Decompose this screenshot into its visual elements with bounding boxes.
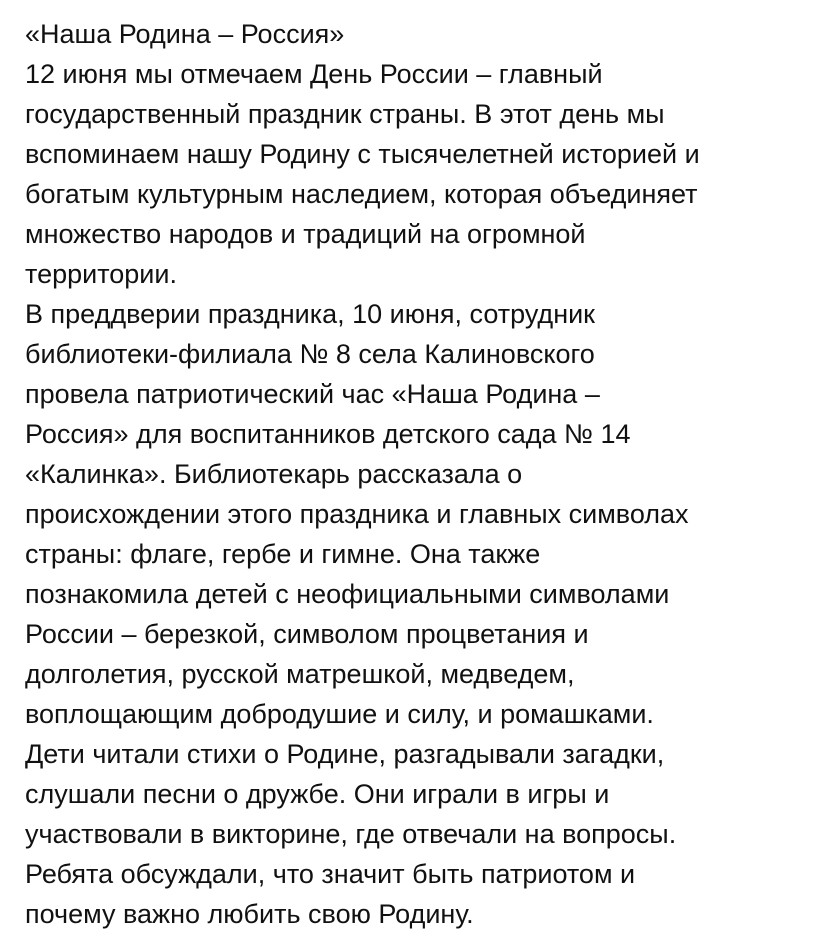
- post-line: участвовали в викторине, где отвечали на вопросы.: [25, 819, 677, 849]
- post-line: «Калинка». Библиотекарь рассказала о: [25, 459, 523, 489]
- post-line: воплощающим добродушие и силу, и ромашками.: [25, 699, 654, 729]
- post-title: «Наша Родина – Россия»: [25, 19, 345, 49]
- post-line: богатым культурным наследием, которая объединяет: [25, 179, 698, 209]
- post-line: Дети читали стихи о Родине, разгадывали загадки,: [25, 739, 665, 769]
- post-line: провела патриотический час «Наша Родина –: [25, 379, 600, 409]
- post-line: 12 июня мы отмечаем День России – главный: [25, 59, 603, 89]
- post-line: вспоминаем нашу Родину с тысячелетней историей и: [25, 139, 700, 169]
- post-line: библиотеки-филиала № 8 села Калиновского: [25, 339, 595, 369]
- post-body: [25, 14, 815, 934]
- post-line: происхождении этого праздника и главных символах: [25, 499, 689, 529]
- post-line: долголетия, русской матрешкой, медведем,: [25, 659, 575, 689]
- post-line: почему важно любить свою Родину.: [25, 899, 474, 929]
- post-line: познакомила детей с неофициальными символами: [25, 579, 670, 609]
- post-line: В преддверии праздника, 10 июня, сотрудник: [25, 299, 595, 329]
- post-line: страны: флаге, гербе и гимне. Она также: [25, 539, 541, 569]
- post-line: территории.: [25, 259, 177, 289]
- post-line: слушали песни о дружбе. Они играли в игры и: [25, 779, 610, 809]
- post-line: Россия» для воспитанников детского сада № 14: [25, 419, 631, 449]
- post-line: государственный праздник страны. В этот день мы: [25, 99, 665, 129]
- post-line: Ребята обсуждали, что значит быть патриотом и: [25, 859, 636, 889]
- post-line: России – березкой, символом процветания и: [25, 619, 589, 649]
- post-line: множество народов и традиций на огромной: [25, 219, 586, 249]
